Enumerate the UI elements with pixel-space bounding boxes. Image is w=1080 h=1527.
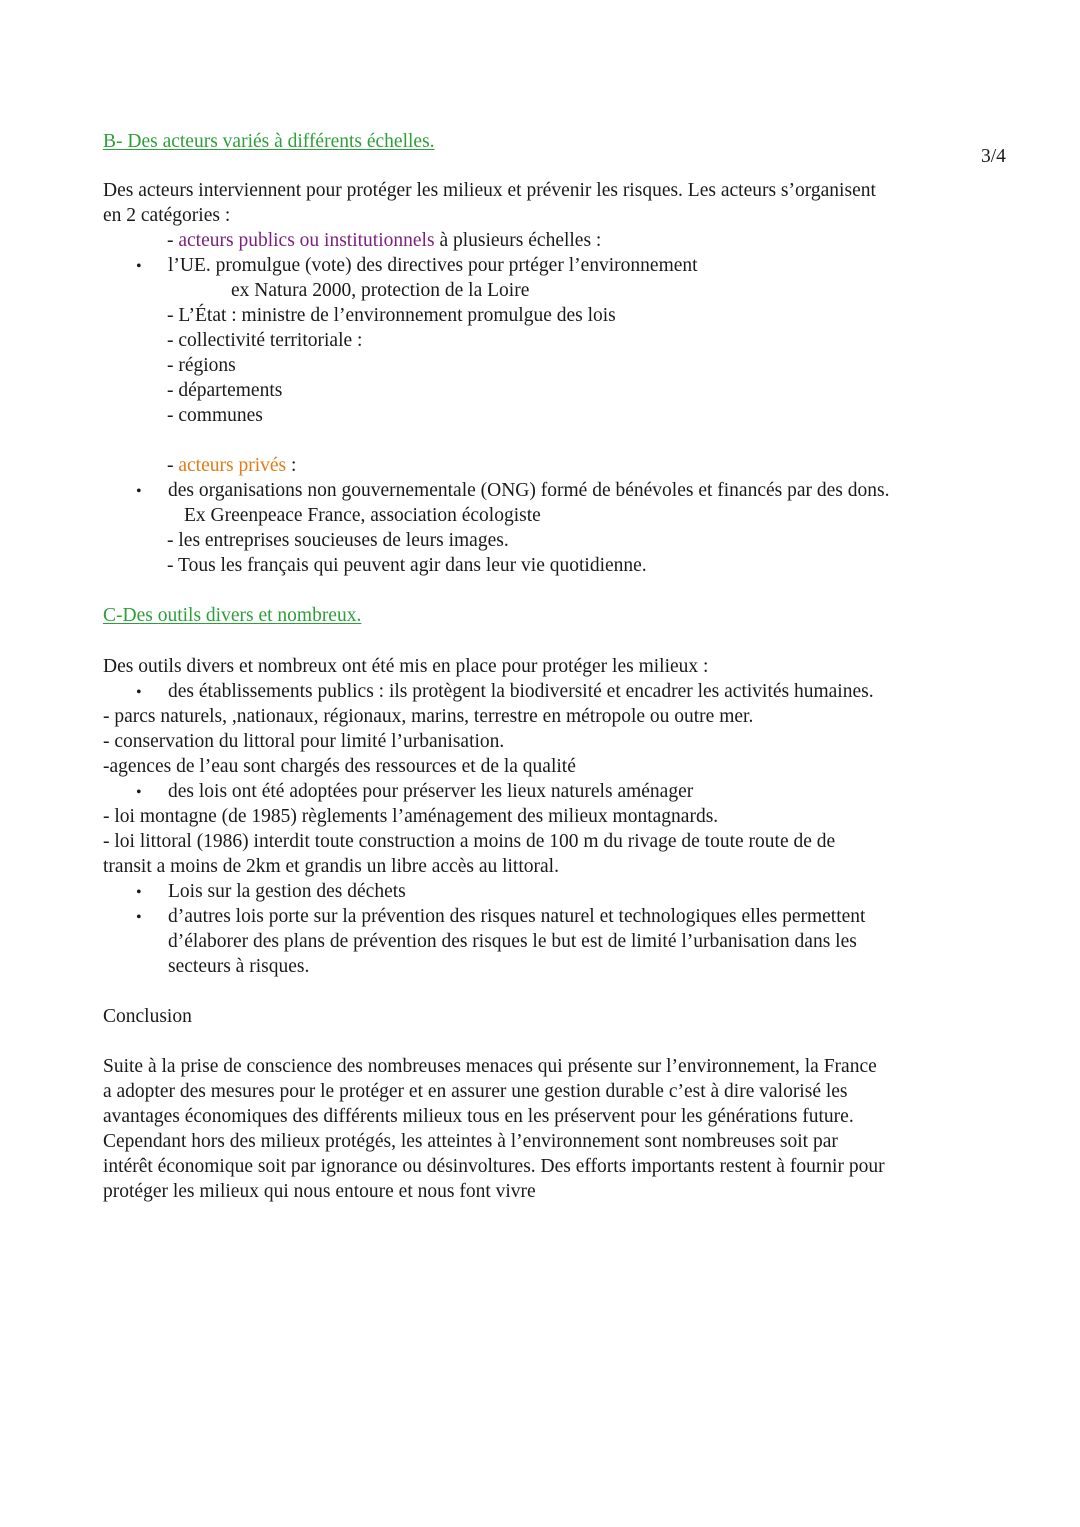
public-actors-line <box>167 228 601 253</box>
conclusion-line: protéger les milieux qui nous entoure et nous font vivre <box>103 1181 536 1202</box>
section-b-heading: B- Des acteurs variés à différents échelles. <box>103 131 435 152</box>
francais-line: - Tous les français qui peuvent agir dans leur vie quotidienne. <box>167 555 647 576</box>
section-c-intro: Des outils divers et nombreux ont été mis en place pour protéger les milieux : <box>103 656 709 677</box>
etat-line: - L’État : ministre de l’environnement promulgue des lois <box>167 305 616 326</box>
autres-lois-line-1: d’autres lois porte sur la prévention des risques naturel et technologiques elles permettent <box>168 906 866 927</box>
lois-dechets-line: Lois sur la gestion des déchets <box>168 881 406 902</box>
loi-littoral-line-2: transit a moins de 2km et grandis un libre accès au littoral. <box>103 856 559 877</box>
conclusion-line: intérêt économique soit par ignorance ou désinvoltures. Des efforts importants restent à fournir pour <box>103 1156 885 1177</box>
public-dash: - <box>167 230 179 251</box>
conclusion-line: a adopter des mesures pour le protéger et en assurer une gestion durable c’est à dire valorisé les <box>103 1081 848 1102</box>
public-actors-label: acteurs publics ou institutionnels <box>178 230 435 251</box>
section-c-heading: C-Des outils divers et nombreux. <box>103 605 362 626</box>
bullet-icon: • <box>136 784 142 801</box>
bullet-icon: • <box>136 258 142 275</box>
bullet-icon: • <box>136 483 142 500</box>
private-dash: - <box>167 455 179 476</box>
bullet-icon: • <box>136 909 142 926</box>
regions-line: - régions <box>167 355 236 376</box>
ong-line: des organisations non gouvernementale (ONG) formé de bénévoles et financés par des dons. <box>168 480 890 501</box>
private-actors-line <box>167 453 296 478</box>
etablissements-line: des établissements publics : ils protègent la biodiversité et encadrer les activités humaines. <box>168 681 874 702</box>
section-b-intro-line-2: en 2 catégories : <box>103 205 231 226</box>
conservation-line: - conservation du littoral pour limité l’urbanisation. <box>103 731 505 752</box>
loi-littoral-line-1: - loi littoral (1986) interdit toute construction a moins de 100 m du rivage de toute route de de <box>103 831 836 852</box>
loi-montagne-line: - loi montagne (de 1985) règlements l’aménagement des milieux montagnards. <box>103 806 719 827</box>
departements-line: - départements <box>167 380 283 401</box>
parcs-line: - parcs naturels, ,nationaux, régionaux, marins, terrestre en métropole ou outre mer. <box>103 706 754 727</box>
conclusion-line: Cependant hors des milieux protégés, les atteintes à l’environnement sont nombreuses soit par <box>103 1131 838 1152</box>
ue-example: ex Natura 2000, protection de la Loire <box>231 280 530 301</box>
agences-line: -agences de l’eau sont chargés des ressources et de la qualité <box>103 756 576 777</box>
conclusion-heading: Conclusion <box>103 1006 192 1027</box>
conclusion-line: Suite à la prise de conscience des nombreuses menaces qui présente sur l’environnement, la France <box>103 1056 877 1077</box>
communes-line: - communes <box>167 405 263 426</box>
collectivite-line: - collectivité territoriale : <box>167 330 363 351</box>
public-actors-suffix: à plusieurs échelles : <box>434 230 602 251</box>
autres-lois-line-3: secteurs à risques. <box>168 956 310 977</box>
bullet-icon: • <box>136 684 142 701</box>
entreprises-line: - les entreprises soucieuses de leurs images. <box>167 530 509 551</box>
lois-adoptees-line: des lois ont été adoptées pour préserver les lieux naturels aménager <box>168 781 694 802</box>
page-number: 3/4 <box>981 146 1006 167</box>
autres-lois-line-2: d’élaborer des plans de prévention des risques le but est de limité l’urbanisation dans les <box>168 931 857 952</box>
conclusion-line: avantages économiques des différents milieux tous en les préservent pour les générations future. <box>103 1106 854 1127</box>
section-b-intro-line-1: Des acteurs interviennent pour protéger les milieux et prévenir les risques. Les acteurs s’organisent <box>103 180 876 201</box>
private-actors-label: acteurs privés <box>178 455 287 476</box>
bullet-icon: • <box>136 884 142 901</box>
ue-line: l’UE. promulgue (vote) des directives pour prtéger l’environnement <box>168 255 698 276</box>
private-actors-suffix: : <box>286 455 297 476</box>
ong-example: Ex Greenpeace France, association écologiste <box>184 505 541 526</box>
